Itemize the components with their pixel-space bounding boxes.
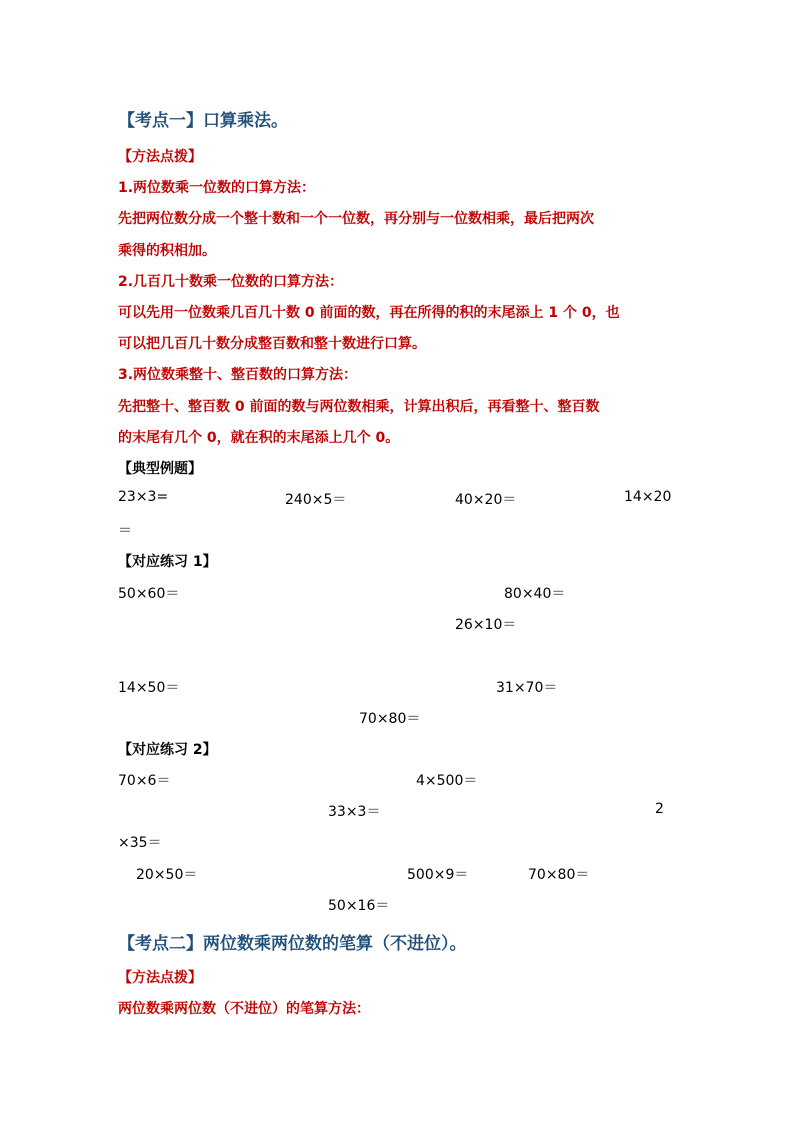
example-item: 40×20＝ <box>455 492 517 508</box>
method3-line1: 先把整十、整百数 0 前面的数与两位数相乘，计算出积后，再看整十、整百数 <box>118 399 600 415</box>
practice1-item: 80×40＝ <box>504 586 566 602</box>
practice1-item: 50×60＝ <box>118 586 180 602</box>
practice1-item: 14×50＝ <box>118 680 180 696</box>
method3-title: 3.两位数乘整十、整百数的口算方法： <box>118 367 358 383</box>
practice2-item: ×35＝ <box>118 835 162 851</box>
practice1-item: 26×10＝ <box>455 617 517 633</box>
practice1-item: 31×70＝ <box>496 680 558 696</box>
example-item: ＝ <box>118 523 132 539</box>
practice2-item: 4×500＝ <box>416 773 478 789</box>
method2-title: 2.几百几十数乘一位数的口算方法： <box>118 274 344 290</box>
practice2-item: 50×16＝ <box>328 898 390 914</box>
example-item: 240×5＝ <box>285 492 347 508</box>
section2-line1: 两位数乘两位数（不进位）的笔算方法： <box>118 1001 370 1017</box>
section1-method-label: 【方法点拨】 <box>118 149 202 165</box>
example-item: 14×20 <box>624 489 672 505</box>
method1-title: 1.两位数乘一位数的口算方法： <box>118 180 316 196</box>
practice2-item: 20×50＝ <box>136 867 198 883</box>
practice2-item: 70×6＝ <box>118 773 171 789</box>
method1-line2: 乘得的积相加。 <box>118 243 216 259</box>
practice1-label: 【对应练习 1】 <box>118 554 217 570</box>
example-item: 23×3= <box>118 489 169 505</box>
section2-title: 【考点二】两位数乘两位数的笔算（不进位）。 <box>118 934 467 954</box>
practice1-item: 70×80＝ <box>359 711 421 727</box>
method3-line2: 的末尾有几个 0，就在积的末尾添上几个 0。 <box>118 430 400 446</box>
method1-line1: 先把两位数分成一个整十数和一个一位数，再分别与一位数相乘，最后把两次 <box>118 211 594 227</box>
practice2-item: 70×80＝ <box>528 867 590 883</box>
practice2-item: 33×3＝ <box>328 804 381 820</box>
section2-method-label: 【方法点拨】 <box>118 970 202 986</box>
practice2-label: 【对应练习 2】 <box>118 742 217 758</box>
method2-line2: 可以把几百几十数分成整百数和整十数进行口算。 <box>118 336 426 352</box>
method2-line1: 可以先用一位数乘几百几十数 0 前面的数，再在所得的积的末尾添上 1 个 0，也 <box>118 305 620 321</box>
practice2-item: 500×9＝ <box>407 867 469 883</box>
section1-title: 【考点一】口算乘法。 <box>118 111 288 131</box>
practice2-item: 2 <box>655 801 664 817</box>
example-label: 【典型例题】 <box>118 461 202 477</box>
